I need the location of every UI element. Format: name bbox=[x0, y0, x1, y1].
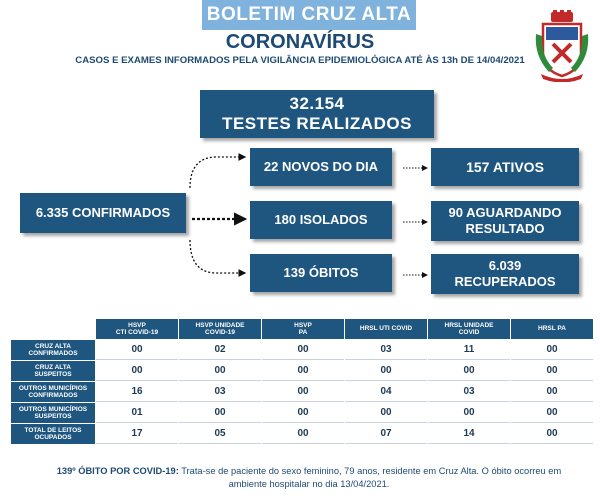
table-cell: 00 bbox=[179, 361, 261, 381]
table-cell: 04 bbox=[345, 382, 427, 402]
table-cell: 00 bbox=[511, 382, 593, 402]
recovered-box bbox=[431, 254, 579, 294]
isolated-box: 180 ISOLADOS bbox=[250, 201, 392, 239]
table-cell: 00 bbox=[262, 340, 344, 360]
page-title: CORONAVÍRUS bbox=[225, 31, 375, 53]
footnote-title: 139º ÓBITO POR COVID-19: bbox=[56, 466, 179, 476]
col-header: HRSL PA bbox=[511, 319, 593, 339]
table-cell: 00 bbox=[511, 424, 593, 444]
row-header: TOTAL DE LEITOS OCUPADOS bbox=[11, 424, 95, 444]
new-today-box: 22 NOVOS DO DIA bbox=[250, 148, 392, 186]
page-subtitle: CASOS E EXAMES INFORMADOS PELA VIGILÂNCIA EPIDEMIOLÓGICA ATÉ ÀS 13h DE 14/04/2021 bbox=[75, 55, 525, 66]
table-cell: 00 bbox=[96, 340, 178, 360]
table-cell: 16 bbox=[96, 382, 178, 402]
death-footnote bbox=[44, 465, 574, 492]
table-cell: 00 bbox=[345, 403, 427, 423]
awaiting-line-1: 90 AGUARDANDO bbox=[448, 205, 562, 221]
table-cell: 00 bbox=[179, 403, 261, 423]
active-box: 157 ATIVOS bbox=[431, 148, 579, 186]
row-header: OUTROS MUNICÍPIOS SUSPEITOS bbox=[11, 403, 95, 423]
tests-performed-box bbox=[200, 90, 434, 138]
city-crest-icon bbox=[533, 10, 591, 82]
row-header: CRUZ ALTA CONFIRMADOS bbox=[11, 340, 95, 360]
col-header: HSVP UNIDADE COVID-19 bbox=[179, 319, 261, 339]
table-row bbox=[11, 340, 593, 360]
table-cell: 00 bbox=[428, 361, 510, 381]
col-header: HSVP PA bbox=[262, 319, 344, 339]
col-header: HRSL UNIDADE COVID bbox=[428, 319, 510, 339]
awaiting-result-box bbox=[431, 201, 579, 241]
arrow-to-new bbox=[190, 157, 245, 188]
table-cell: 07 bbox=[345, 424, 427, 444]
table-cell: 02 bbox=[179, 340, 261, 360]
footnote-text: Trata-se de paciente do sexo feminino, 79 anos, residente em Cruz Alta. O óbito ocorreu em ambiente hospitalar no dia 13/04/2021. bbox=[178, 466, 562, 490]
table-cell: 00 bbox=[428, 403, 510, 423]
table-cell: 03 bbox=[345, 340, 427, 360]
table-cell: 03 bbox=[179, 382, 261, 402]
deaths-box: 139 ÓBITOS bbox=[250, 254, 392, 292]
arrow-to-deaths bbox=[190, 240, 245, 273]
table-corner bbox=[11, 319, 95, 339]
table-cell: 11 bbox=[428, 340, 510, 360]
table-row bbox=[11, 424, 593, 444]
bulletin-banner: BOLETIM CRUZ ALTA bbox=[202, 0, 416, 30]
tests-label: TESTES REALIZADOS bbox=[222, 114, 412, 133]
table-cell: 00 bbox=[511, 403, 593, 423]
col-header: HSVP CTI COVID-19 bbox=[96, 319, 178, 339]
table-cell: 17 bbox=[96, 424, 178, 444]
table-cell: 03 bbox=[428, 382, 510, 402]
table-cell: 00 bbox=[262, 382, 344, 402]
row-header: CRUZ ALTA SUSPEITOS bbox=[11, 361, 95, 381]
table-cell: 05 bbox=[179, 424, 261, 444]
table-cell: 00 bbox=[262, 361, 344, 381]
col-header: HRSL UTI COVID bbox=[345, 319, 427, 339]
recovered-label: RECUPERADOS bbox=[454, 274, 556, 289]
table-cell: 00 bbox=[262, 403, 344, 423]
table-cell: 14 bbox=[428, 424, 510, 444]
table-cell: 00 bbox=[262, 424, 344, 444]
row-header: OUTROS MUNICÍPIOS CONFIRMADOS bbox=[11, 382, 95, 402]
table-row bbox=[11, 382, 593, 402]
confirmed-box: 6.335 CONFIRMADOS bbox=[20, 193, 186, 233]
recovered-number: 6.039 bbox=[488, 258, 522, 274]
table-cell: 00 bbox=[96, 361, 178, 381]
table-cell: 00 bbox=[511, 361, 593, 381]
tests-number: 32.154 bbox=[289, 93, 345, 113]
table-cell: 01 bbox=[96, 403, 178, 423]
table-row bbox=[11, 403, 593, 423]
table-row bbox=[11, 361, 593, 381]
hospital-beds-table bbox=[10, 318, 592, 445]
table-cell: 00 bbox=[511, 340, 593, 360]
awaiting-line-2: RESULTADO bbox=[465, 221, 545, 236]
table-cell: 00 bbox=[345, 361, 427, 381]
